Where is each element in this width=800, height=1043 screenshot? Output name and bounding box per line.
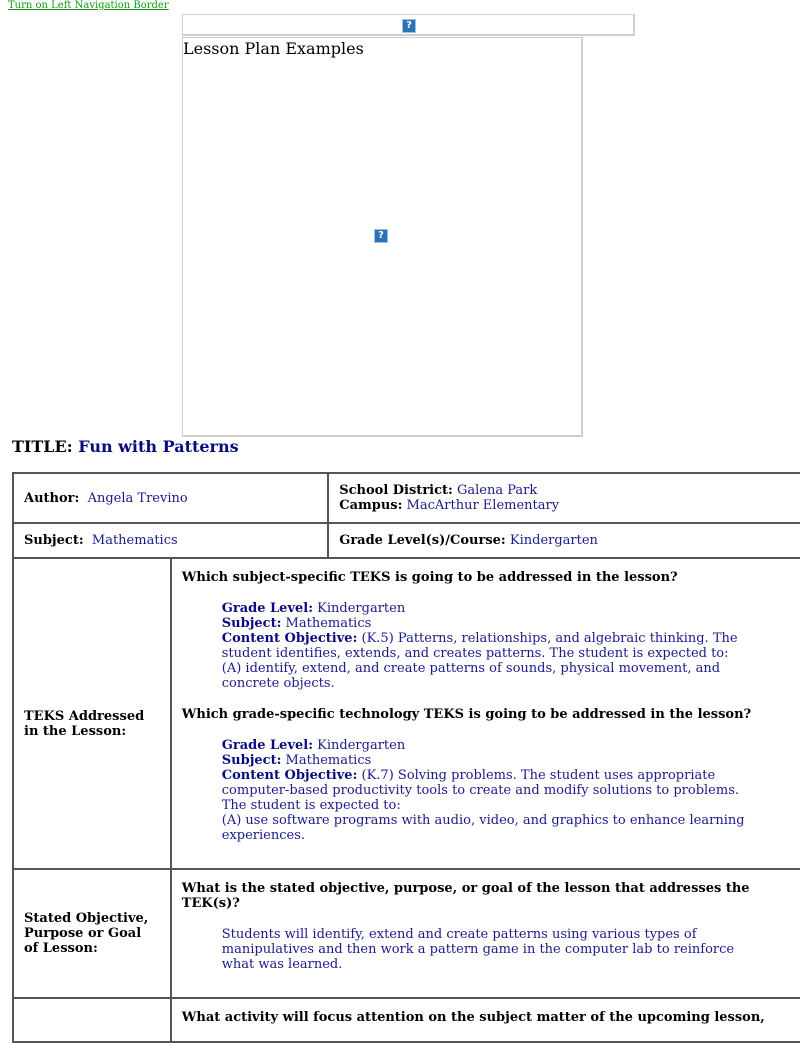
objective-value: (K.5) Patterns, relationships, and algebraic thinking. The student identifies, extends, and creates patterns. The student is expected to: (221, 631, 738, 661)
broken-image-icon: ? (402, 19, 416, 33)
district-campus-cell (328, 473, 800, 523)
subject-label: Subject: (221, 753, 282, 768)
grade-cell (328, 523, 800, 558)
tech-teks-answer (182, 738, 800, 861)
subject-value: Mathematics (285, 616, 372, 631)
broken-image-icon: ? (374, 229, 388, 243)
lesson-plan-table (12, 472, 800, 1043)
objective-side-label: Stated Objective, Purpose or Goal of Lesson: (13, 869, 171, 998)
district-label: School District: (339, 483, 453, 498)
objective-answer: Students will identify, extend and create patterns using various types of manipulatives and then work a pattern game in the computer lab to reinforce what was learned. (221, 927, 735, 972)
objective-content-cell (171, 869, 800, 998)
subject-teks-question: Which subject-specific TEKS is going to be addressed in the lesson? (181, 570, 678, 585)
author-cell (13, 473, 328, 523)
author-label: Author: (24, 490, 80, 506)
author-value: Angela Trevino (87, 490, 188, 506)
banner-frame (182, 14, 635, 36)
subject-label: Subject: (221, 616, 282, 631)
objective-item: (A) use software programs with audio, video, and graphics to enhance learning experiences. (221, 813, 745, 843)
objective-label: Content Objective: (221, 631, 358, 646)
objective-question: What is the stated objective, purpose, or goal of the lesson that addresses the TEK(s)? (181, 881, 750, 911)
table-row (13, 473, 800, 523)
subject-cell (13, 523, 328, 558)
table-row (13, 523, 800, 558)
grade-label: Grade Level: (221, 738, 314, 753)
frame-title: Lesson Plan Examples (183, 39, 364, 58)
district-value: Galena Park (456, 483, 538, 498)
teks-content-cell (171, 558, 800, 869)
table-row (13, 869, 800, 998)
grade-value: Kindergarten (317, 738, 406, 753)
grade-label: Grade Level: (221, 601, 314, 616)
subject-teks-answer (182, 601, 800, 691)
title-label: TITLE: (12, 437, 73, 456)
campus-value: MacArthur Elementary (406, 498, 560, 513)
lesson-title (12, 437, 239, 456)
subject-value: Mathematics (285, 753, 372, 768)
title-value: Fun with Patterns (78, 437, 239, 456)
subject-label: Subject: (24, 533, 84, 548)
focus-content-cell (171, 998, 800, 1042)
grade-label: Grade Level(s)/Course: (339, 533, 506, 548)
table-row (13, 558, 800, 869)
focus-question: What activity will focus attention on the subject matter of the upcoming lesson, (181, 1010, 765, 1025)
objective-label: Content Objective: (221, 768, 358, 783)
campus-label: Campus: (339, 498, 403, 513)
objective-value: (K.7) Solving problems. The student uses appropriate computer-based productivity tools to create and modify solutions to problems. The student is expected to: (221, 768, 740, 813)
left-navigation-toggle-link[interactable]: Turn on Left Navigation Border (8, 0, 169, 11)
objective-item: (A) identify, extend, and create patterns of sounds, physical movement, and concrete objects. (221, 661, 721, 691)
subject-value: Mathematics (91, 533, 178, 548)
lesson-plan-examples-frame (182, 37, 583, 437)
grade-value: Kindergarten (317, 601, 406, 616)
focus-side-label (13, 998, 171, 1042)
grade-value: Kindergarten (509, 533, 598, 548)
table-row (13, 998, 800, 1042)
teks-side-label: TEKS Addressed in the Lesson: (13, 558, 171, 869)
tech-teks-question: Which grade-specific technology TEKS is going to be addressed in the lesson? (181, 707, 752, 722)
